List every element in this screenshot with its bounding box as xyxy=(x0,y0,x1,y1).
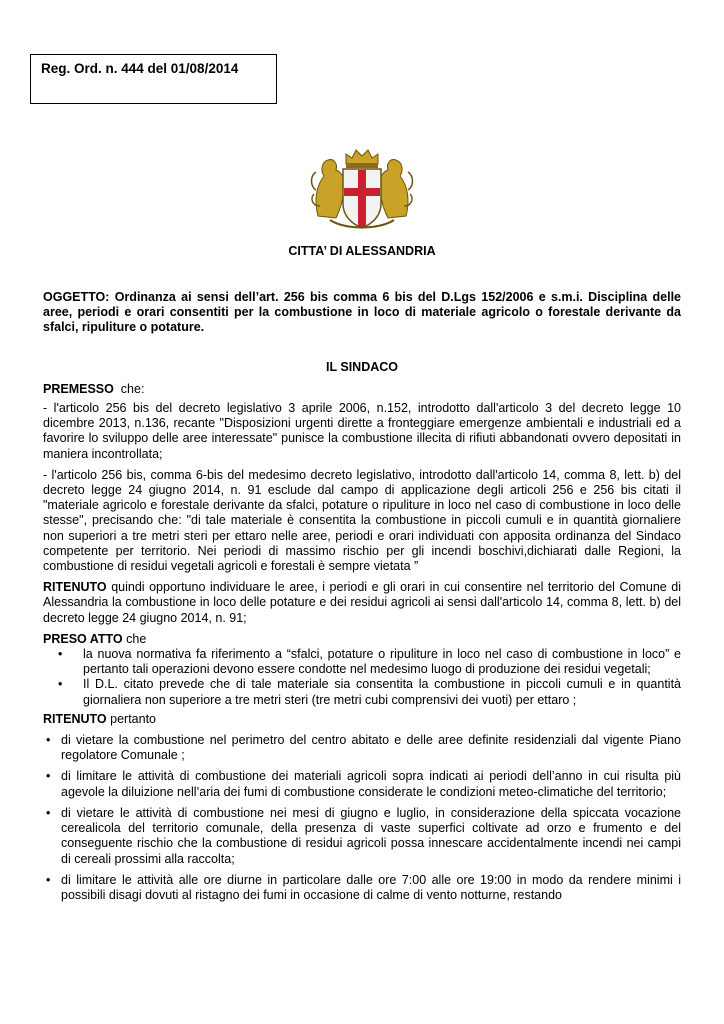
city-title: CITTA’ DI ALESSANDRIA xyxy=(288,244,436,258)
list-item: • di limitare le attività alle ore diurne in particolare dalle ore 7:00 alle ore 19:00 in modo da rendere minimi i possibili disagi dovuti al ristagno dei fumi in occasione di calme di vento notturne, restando xyxy=(46,872,681,902)
bullet-icon: • xyxy=(58,677,63,692)
bullet-icon: • xyxy=(46,733,51,748)
premesso-suffix: che: xyxy=(113,381,145,396)
preso-atto-label: PRESO ATTO xyxy=(43,631,123,646)
premesso-line xyxy=(43,382,681,397)
ritenuto-list xyxy=(43,733,681,903)
ordinance-reference-box xyxy=(30,54,277,104)
preso-atto-list xyxy=(43,647,681,708)
preso-atto-line xyxy=(43,632,681,647)
ritenuto-paragraph xyxy=(43,580,681,626)
city-coat-of-arms-icon xyxy=(310,146,414,232)
ordinance-reference: Reg. Ord. n. 444 del 01/08/2014 xyxy=(41,61,239,76)
bullet-icon: • xyxy=(46,872,51,887)
bullet-icon: • xyxy=(58,647,63,662)
subject-paragraph: OGGETTO: Ordinanza ai sensi dell’art. 256 bis comma 6 bis del D.Lgs 152/2006 e s.m.i. Disciplina delle aree, periodi e orari consentiti per la combustione in loco di materiale agricolo o forestale derivante da sfalci, ripuliture o potature. xyxy=(43,290,681,335)
list-item: • di vietare la combustione nel perimetro del centro abitato e delle aree definite residenziali dal vigente Piano regolatore Comunale ; xyxy=(46,733,681,763)
list-item: • di limitare le attività di combustione dei materiali agricoli sopra indicati ai periodi dell’anno in cui risulta più agevole la diluizione nell’aria dei fumi di combustione considerate le condizioni meteo-climatiche del territorio; xyxy=(46,769,681,799)
premesso-item: - l'articolo 256 bis, comma 6-bis del medesimo decreto legislativo, introdotto dall'articolo 14, comma 8, lett. b) del decreto legge 24 giugno 2014, n. 91 esclude dal campo di applicazione degli articoli 256 e 256 bis citati il "materiale agricolo e forestale derivante da sfalci, potature o ripuliture in loco nel caso di combustione in loco delle stesse", precisando che: "di tale materiale è consentita la combustione in piccoli cumuli e in quantità giornaliere non superiori a tre metri steri per ettaro nelle aree, periodi e orari individuati con apposita ordinanza del Sindaco competente per territorio. Nei periodi di massimo rischio per gli incendi boschivi,dichiarati dalle Regioni, la combustione di residui vegetali agricoli e forestali è sempre vietata ” xyxy=(43,467,681,574)
list-item: • Il D.L. citato prevede che di tale materiale sia consentita la combustione in piccoli cumuli e in quantità giornaliera non superiore a tre metri steri (tre metri cubi comprensivi dei vuoti) per ettaro ; xyxy=(58,677,681,707)
list-item: • di vietare le attività di combustione nei mesi di giugno e luglio, in considerazione della spiccata vocazione cerealicola del territorio comunale, della presenza di vaste superfici coltivate ad orzo e frumento e del conseguente rischio che la combustione di residui agricoli possa innescare accidentalmente incendi nei campi di cereali prossimi alla raccolta; xyxy=(46,805,681,866)
ritenuto-pertanto-line xyxy=(43,712,681,727)
ritenuto-label: RITENUTO xyxy=(43,580,107,595)
sindaco-heading: IL SINDACO xyxy=(326,359,398,374)
ritenuto-label: RITENUTO xyxy=(43,711,107,726)
premesso-item: - l'articolo 256 bis del decreto legislativo 3 aprile 2006, n.152, introdotto dall'articolo 3 del decreto legge 10 dicembre 2013, n.136, recante "Disposizioni urgenti dirette a fronteggiare emergenze ambientali e industriali ed a favorire lo sviluppo delle aree interessate" punisce la combustione illecita di rifiuti abbandonati ovvero depositati in maniera incontrollata; xyxy=(43,401,681,461)
bullet-icon: • xyxy=(46,805,51,820)
ritenuto-suffix: pertanto xyxy=(106,711,157,726)
preso-atto-suffix: che xyxy=(122,631,147,646)
list-item: • la nuova normativa fa riferimento a “sfalci, potature o ripuliture in loco nel caso di combustione in loco” e pertanto tali operazioni devono essere condotte nel medesimo luogo di produzione dei residui vegetali; xyxy=(58,647,681,677)
bullet-icon: • xyxy=(46,769,51,784)
ritenuto-text: quindi opportuno individuare le aree, i periodi e gli orari in cui consentire nel territorio del Comune di Alessandria la combustione in loco delle potature e dei residui agricoli ai sensi dall'articolo 14, comma 8, lett. b) del decreto legge 24 giugno 2014, n. 91; xyxy=(43,580,681,625)
premesso-label: PREMESSO xyxy=(43,381,114,396)
ordinance-body xyxy=(43,290,681,909)
